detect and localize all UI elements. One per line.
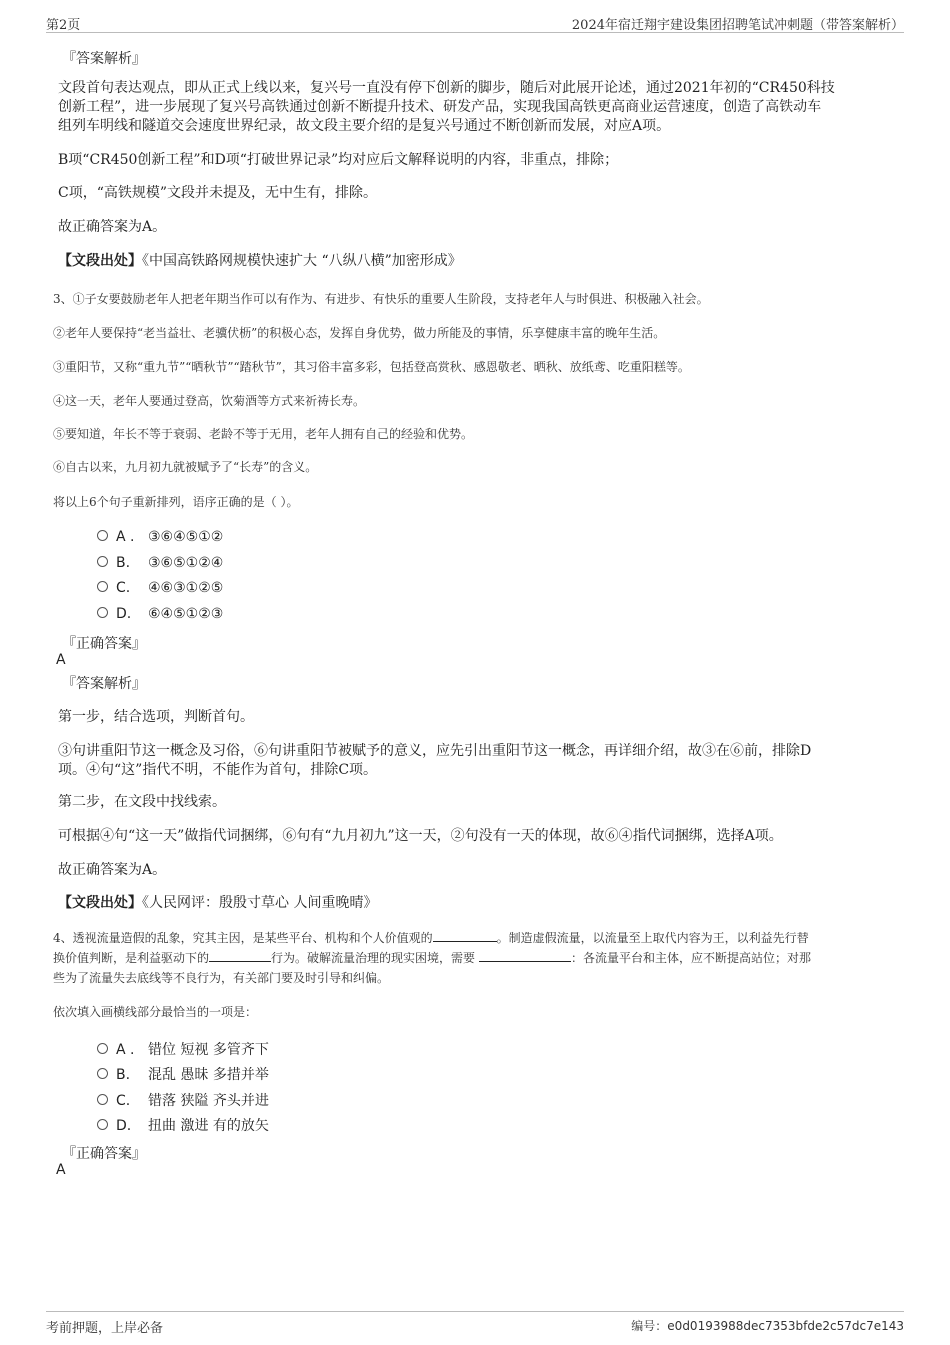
option-label: D.: [116, 1118, 132, 1134]
q3-question: 将以上6个句子重新排列，语序正确的是（ ）。: [53, 495, 299, 509]
q4-question: 依次填入画横线部分最恰当的一项是：: [53, 1005, 258, 1019]
text-line: ③句讲重阳节这一概念及习俗，⑥句讲重阳节被赋予的意义，应先引出重阳节这一概念，再详细介绍，故③在⑥前，排除D: [58, 743, 812, 759]
page-number: 第2页: [46, 18, 81, 33]
radio-icon[interactable]: [97, 1119, 108, 1130]
text-line: 创新工程”，进一步展现了复兴号高铁通过创新不断提升技术、研发产品，实现我国高铁更高商业运营速度，创造了高铁动车: [58, 99, 822, 115]
correct-answer: A: [56, 1162, 66, 1178]
option-label: A .: [116, 1042, 135, 1058]
text-line: 组列车明线和隧道交会速度世界纪录，故文段主要介绍的是复兴号通过不断创新而发展，对应A项。: [58, 118, 671, 134]
text-line: 文段首句表达观点，即从正式上线以来，复兴号一直没有停下创新的脚步，随后对此展开论述，通过2021年初的“CR450科技: [58, 80, 835, 96]
text-line: 项。④句“这”指代不明，不能作为首句，排除C项。: [58, 762, 378, 778]
option-label: C.: [116, 580, 131, 596]
q3-sentence-3: ③重阳节，又称“重九节”“晒秋节”“踏秋节”，其习俗丰富多彩，包括登高赏秋、感恩敬老、晒秋、放纸鸢、吃重阳糕等。: [53, 360, 690, 374]
source-text: 《人民网评：殷殷寸草心 人间重晚晴》: [142, 895, 378, 911]
correct-answer-tag: 『正确答案』: [62, 636, 146, 652]
q3-option-c[interactable]: [97, 580, 223, 596]
analysis-tag: 『答案解析』: [62, 51, 146, 67]
analysis-paragraph: 可根据④句“这一天”做指代词捆绑，⑥句有“九月初九”这一天，②句没有一天的体现，故⑥④指代词捆绑，选择A项。: [58, 828, 783, 844]
q3-sentence-1: 3、①子女要鼓励老年人把老年期当作可以有作为、有进步、有快乐的重要人生阶段，支持老年人与时俱进、积极融入社会。: [53, 292, 709, 306]
option-text: 错位 短视 多管齐下: [148, 1042, 269, 1058]
option-text: 错落 狭隘 齐头并进: [148, 1093, 269, 1109]
correct-answer-tag: 『正确答案』: [62, 1146, 146, 1162]
q3-option-d[interactable]: [97, 606, 223, 622]
radio-icon[interactable]: [97, 1043, 108, 1054]
fill-blank: [433, 929, 497, 942]
q4-stem: [53, 928, 811, 988]
document-code: [631, 1317, 904, 1334]
analysis-conclusion: 故正确答案为A。: [58, 219, 167, 235]
radio-icon[interactable]: [97, 1068, 108, 1079]
analysis-step-1: 第一步，结合选项，判断首句。: [58, 709, 254, 725]
source-text: 《中国高铁路网规模快速扩大 “八纵八横”加密形成》: [142, 253, 462, 269]
q3-sentence-6: ⑥自古以来，九月初九就被赋予了“长寿”的含义。: [53, 460, 318, 474]
option-label: C.: [116, 1093, 131, 1109]
option-text: ⑥④⑤①②③: [148, 606, 224, 622]
option-label: B.: [116, 555, 131, 571]
radio-icon[interactable]: [97, 1094, 108, 1105]
analysis-paragraph: B项“CR450创新工程”和D项“打破世界记录”均对应后文解释说明的内容，非重点，排除；: [58, 152, 619, 168]
option-text: ③⑥⑤①②④: [148, 555, 224, 571]
option-label: A .: [116, 529, 135, 545]
analysis-paragraph: [58, 79, 835, 136]
radio-icon[interactable]: [97, 556, 108, 567]
analysis-tag: 『答案解析』: [62, 676, 146, 692]
source-line: [58, 894, 377, 913]
option-text: 扭曲 激进 有的放矢: [148, 1118, 269, 1134]
radio-icon[interactable]: [97, 607, 108, 618]
option-label: D.: [116, 606, 132, 622]
q3-option-b[interactable]: [97, 555, 223, 571]
analysis-conclusion: 故正确答案为A。: [58, 862, 167, 878]
q3-option-a[interactable]: [97, 529, 223, 545]
analysis-step-2: 第二步，在文段中找线索。: [58, 794, 226, 810]
text-line: [53, 928, 811, 948]
text-span: ：各流量平台和主体，应不断提高站位；对那: [571, 951, 812, 965]
q3-sentence-4: ④这一天，老年人要通过登高，饮菊酒等方式来祈祷长寿。: [53, 394, 366, 408]
analysis-paragraph: C项，“高铁规模”文段并未提及，无中生有，排除。: [58, 185, 378, 201]
option-label: B.: [116, 1067, 131, 1083]
analysis-paragraph: [58, 742, 811, 780]
fill-blank: [209, 949, 271, 962]
footer-slogan: 考前押题，上岸必备: [46, 1321, 164, 1336]
source-line: [58, 252, 462, 271]
text-line: 些为了流量失去底线等不良行为，有关部门要及时引导和纠偏。: [53, 971, 390, 985]
q4-option-b[interactable]: [97, 1064, 269, 1084]
page-header: [46, 10, 904, 33]
q4-option-c[interactable]: [97, 1090, 269, 1110]
text-line: [53, 948, 811, 968]
correct-answer: A: [56, 652, 66, 668]
option-text: ③⑥④⑤①②: [148, 529, 224, 545]
q4-option-a[interactable]: [97, 1039, 269, 1059]
radio-icon[interactable]: [97, 530, 108, 541]
text-span: 行为。破解流量治理的现实困境，需要: [271, 951, 476, 965]
radio-icon[interactable]: [97, 581, 108, 592]
source-label: 【文段出处】: [58, 253, 142, 269]
source-label: 【文段出处】: [58, 895, 142, 911]
text-span: 。制造虚假流量，以流量至上取代内容为王，以利益先行替: [496, 931, 809, 945]
page-footer: [46, 1311, 904, 1336]
text-span: 4、透视流量造假的乱象，究其主因，是某些平台、机构和个人价值观的: [53, 931, 433, 945]
code-value: e0d0193988dec7353bfde2c57dc7e143: [667, 1319, 904, 1333]
q3-sentence-2: ②老年人要保持“老当益壮、老骥伏枥”的积极心态，发挥自身优势，做力所能及的事情，乐享健康丰富的晚年生活。: [53, 326, 666, 340]
q3-sentence-5: ⑤要知道，年长不等于衰弱、老龄不等于无用，老年人拥有自己的经验和优势。: [53, 427, 474, 441]
fill-blank: [479, 949, 571, 962]
text-span: 换价值判断，是利益驱动下的: [53, 951, 210, 965]
code-label: 编号：: [631, 1319, 668, 1333]
document-title: 2024年宿迁翔宇建设集团招聘笔试冲刺题（带答案解析）: [571, 18, 904, 33]
q4-option-d[interactable]: [97, 1115, 269, 1135]
option-text: 混乱 愚昧 多措并举: [148, 1067, 269, 1083]
option-text: ④⑥③①②⑤: [148, 580, 224, 596]
